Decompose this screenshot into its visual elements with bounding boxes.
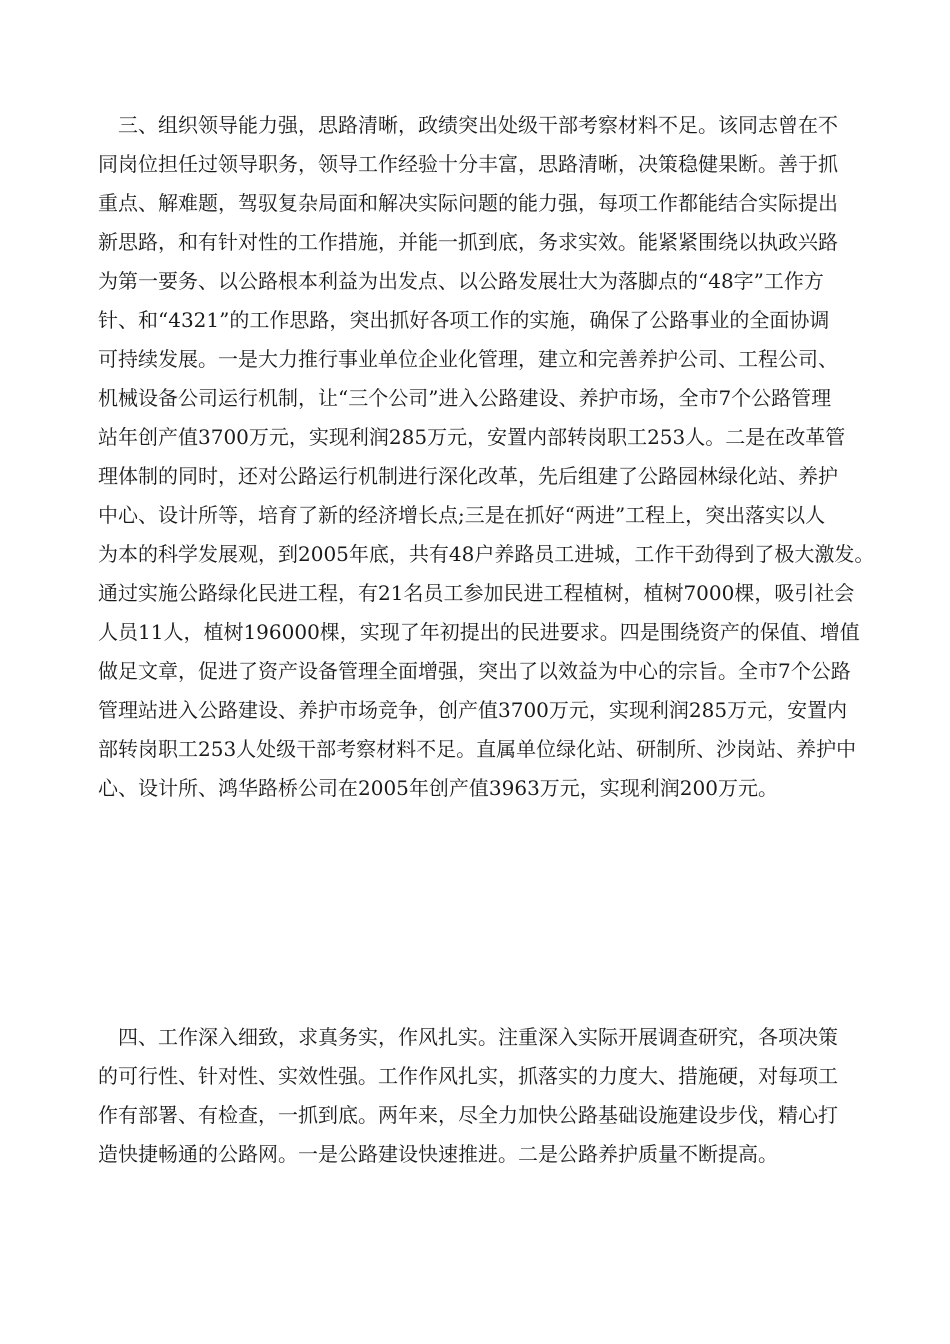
text-line: 的可行性、针对性、实效性强。工作作风扎实，抓落实的力度大、措施硬，对每项工 <box>98 1064 838 1088</box>
text-line: 新思路，和有针对性的工作措施，并能一抓到底，务求实效。能紧紧围绕以执政兴路 <box>98 230 838 254</box>
text-line: 为第一要务、以公路根本利益为出发点、以公路发展壮大为落脚点的“48字”工作方 <box>98 269 824 293</box>
text-line: 心、设计所、鸿华路桥公司在2005年创产值3963万元，实现利润200万元。 <box>98 776 778 800</box>
text-line: 可持续发展。一是大力推行事业单位企业化管理，建立和完善养护公司、工程公司、 <box>98 347 838 371</box>
text-line: 理体制的同时，还对公路运行机制进行深化改革，先后组建了公路园林绿化站、养护 <box>98 464 838 488</box>
text-line: 人员11人，植树196000棵，实现了年初提出的民进要求。四是围绕资产的保值、增值 <box>98 620 860 644</box>
paragraph-section-four <box>98 1020 878 1171</box>
text-line: 部转岗职工253人处级干部考察材料不足。直属单位绿化站、研制所、沙岗站、养护中 <box>98 737 857 761</box>
text-line: 机械设备公司运行机制，让“三个公司”进入公路建设、养护市场，全市7个公路管理 <box>98 386 832 410</box>
text-line: 作有部署、有检查，一抓到底。两年来，尽全力加快公路基础设施建设步伐，精心打 <box>98 1103 838 1127</box>
text-line: 针、和“4321”的工作思路，突出抓好各项工作的实施，确保了公路事业的全面协调 <box>98 308 830 332</box>
text-line: 通过实施公路绿化民进工程，有21名员工参加民进工程植树，植树7000棵，吸引社会 <box>98 581 855 605</box>
text-line: 做足文章，促进了资产设备管理全面增强，突出了以效益为中心的宗旨。全市7个公路 <box>98 659 851 683</box>
text-line: 同岗位担任过领导职务，领导工作经验十分丰富，思路清晰，决策稳健果断。善于抓 <box>98 152 838 176</box>
text-line: 为本的科学发展观，到2005年底，共有48户养路员工进城，工作干劲得到了极大激发。 <box>98 542 875 566</box>
paragraph-section-three <box>98 108 878 805</box>
text-line: 四、工作深入细致，求真务实，作风扎实。注重深入实际开展调查研究，各项决策 <box>118 1025 838 1049</box>
text-line: 造快捷畅通的公路网。一是公路建设快速推进。二是公路养护质量不断提高。 <box>98 1142 778 1166</box>
text-line: 站年创产值3700万元，实现利润285万元，安置内部转岗职工253人。二是在改革管 <box>98 425 846 449</box>
text-line: 三、组织领导能力强，思路清晰，政绩突出处级干部考察材料不足。该同志曾在不 <box>118 113 838 137</box>
text-line: 中心、设计所等，培育了新的经济增长点;三是在抓好“两进”工程上，突出落实以人 <box>98 503 826 527</box>
text-line: 重点、解难题，驾驭复杂局面和解决实际问题的能力强，每项工作都能结合实际提出 <box>98 191 838 215</box>
text-line: 管理站进入公路建设、养护市场竞争，创产值3700万元，实现利润285万元，安置内 <box>98 698 848 722</box>
